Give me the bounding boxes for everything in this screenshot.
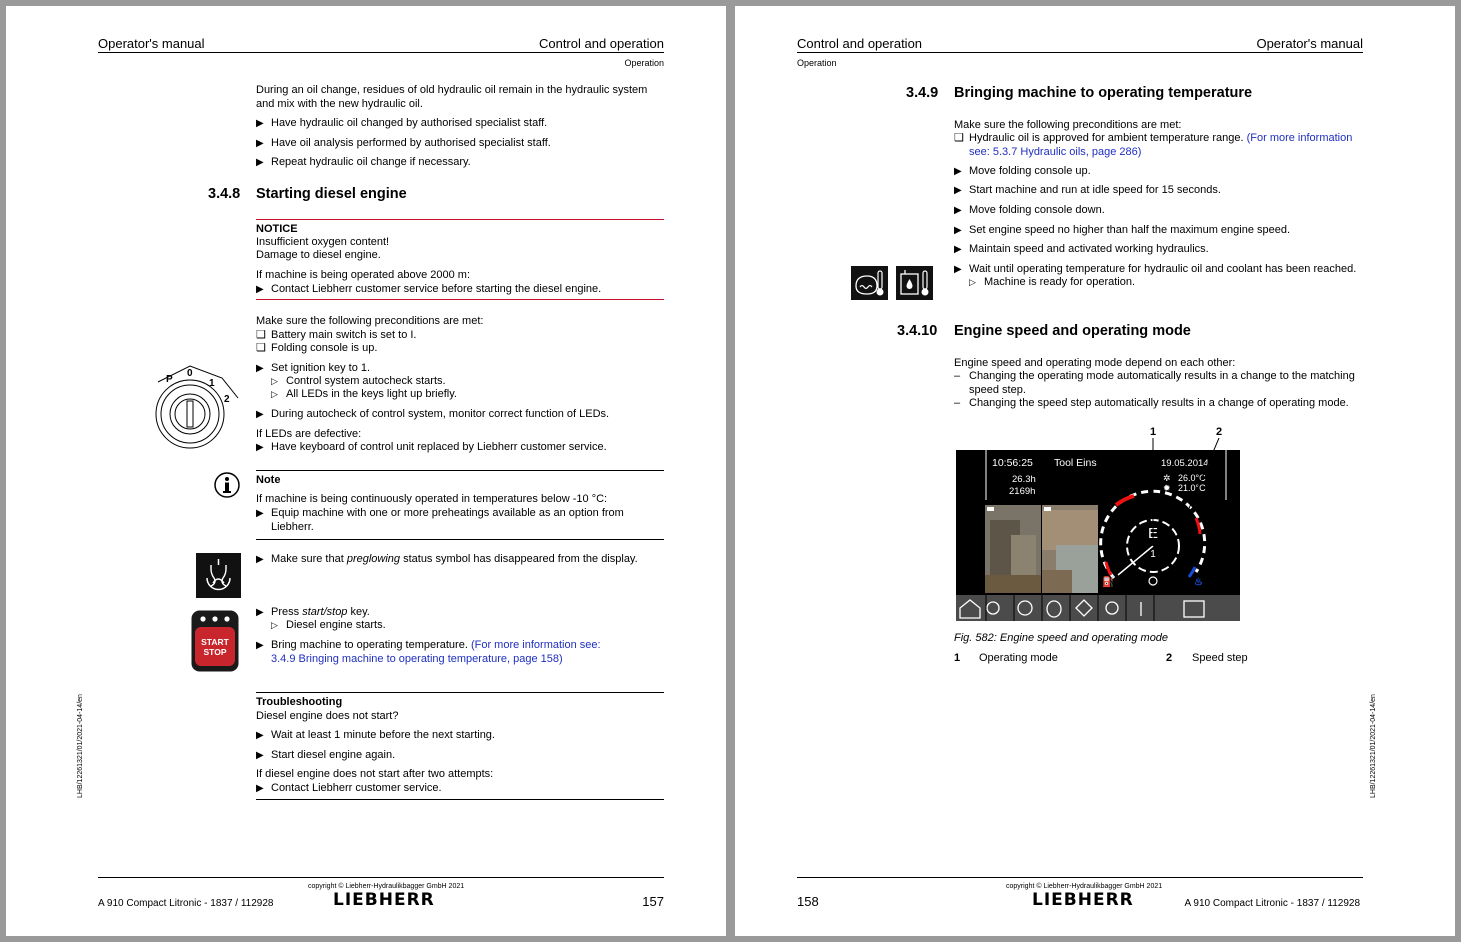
cross-reference-link[interactable]: (For more information see: 3.4.9 Bringing machine to operating temperature, page 158)	[271, 639, 601, 665]
display-time: 10:56:25	[992, 457, 1033, 469]
step-item: ▶ Start diesel engine again.	[256, 749, 396, 761]
step-item: ▶ Wait until operating temperature for hydraulic oil and coolant has been reached.	[954, 263, 1357, 275]
sun-icon: ✹	[1163, 483, 1171, 493]
section-number: 3.4.8	[208, 186, 241, 202]
page-number: 158	[797, 894, 819, 909]
step-item: ▶ Have keyboard of control unit replaced by Liebherr customer service.	[256, 441, 607, 453]
bullet-item: ▶ Have hydraulic oil changed by authorised specialist staff.	[256, 117, 548, 129]
result-item: ▷ Diesel engine starts.	[271, 619, 386, 631]
notice-bottom-rule	[256, 299, 664, 300]
step-item: ▶ Set ignition key to 1.	[256, 362, 371, 374]
result-item: ▷ Machine is ready for operation.	[969, 276, 1136, 288]
footer-model: A 910 Compact Litronic - 1837 / 112928	[1184, 898, 1360, 909]
step-item: ▶ Move folding console up.	[954, 165, 1091, 177]
step-item: ▶ Make sure that preglowing status symbol has disappeared from the display.	[256, 553, 638, 565]
condition-text: If diesel engine does not start after two attempts:	[256, 768, 494, 780]
document-code: LHB/12261321/01/2021-04-14/en	[1370, 694, 1377, 798]
result-item: ▷ All LEDs in the keys light up briefly.	[271, 388, 457, 400]
step-item: ▶ Press start/stop key.	[256, 606, 370, 618]
subheader: Operation	[624, 58, 664, 68]
notice-text: Damage to diesel engine.	[256, 249, 381, 261]
header-rule	[797, 52, 1363, 53]
hydraulic-oil-temperature-icon	[896, 266, 933, 300]
speed-step-indicator: 1	[1150, 549, 1156, 560]
condition-text: If LEDs are defective:	[256, 428, 362, 440]
step-item: ▶ Contact Liebherr customer service.	[256, 782, 442, 794]
bullet-item: ▶ Repeat hydraulic oil change if necessary.	[256, 156, 471, 168]
snowflake-icon: ✲	[1163, 473, 1171, 483]
copyright: copyright © Liebherr-Hydraulikbagger GmbH 2021	[1006, 883, 1163, 890]
step-item: ▶ Maintain speed and activated working hydraulics.	[954, 243, 1209, 255]
notice-text: Insufficient oxygen content!	[256, 236, 390, 248]
header-rule	[98, 52, 664, 53]
stop-label: STOP	[203, 647, 227, 657]
key-label: P	[166, 374, 173, 385]
step-item: ▶ Set engine speed no higher than half the maximum engine speed.	[954, 224, 1291, 236]
preconditions-intro: Make sure the following preconditions are met:	[256, 315, 484, 327]
note-top-rule	[256, 470, 664, 471]
result-item: ▷ Control system autocheck starts.	[271, 375, 446, 387]
key-label: 2	[224, 394, 230, 405]
liebherr-logo: LIEBHERR	[333, 890, 435, 910]
document-code: LHB/12261321/01/2021-04-14/en	[77, 694, 84, 798]
troubleshooting-top-rule	[256, 692, 664, 693]
display-date: 19.05.2014	[1161, 458, 1209, 469]
cross-reference-link[interactable]: (For more information see: 5.3.7 Hydraulic oils, page 286)	[969, 132, 1353, 158]
display-temp-2: 21.0°C	[1178, 483, 1206, 493]
page-157	[6, 6, 726, 936]
display-temp-1: 26.0°C	[1178, 473, 1206, 483]
note-action: ▶ Equip machine with one or more preheatings available as an option from Liebherr.	[256, 507, 624, 533]
precondition-item: ❑ Folding console is up.	[256, 342, 378, 354]
header-right: Control and operation	[538, 36, 664, 51]
bullet-item: ▶ Have oil analysis performed by authorised specialist staff.	[256, 137, 551, 149]
fuel-icon: ⛽	[1102, 577, 1115, 588]
note-title: Note	[256, 474, 281, 486]
dependency-intro: Engine speed and operating mode depend on each other:	[954, 357, 1236, 369]
callout-leaders	[1115, 438, 1235, 548]
step-item: ▶ Wait at least 1 minute before the next starting.	[256, 729, 495, 741]
step-item: ▶ During autocheck of control system, monitor correct function of LEDs.	[256, 408, 610, 420]
header-left: Control and operation	[797, 36, 923, 51]
dependency-item: – Changing the speed step automatically results in a change of operating mode.	[954, 397, 1349, 409]
precondition-item: ❑ Battery main switch is set to I.	[256, 329, 417, 341]
display-hours-2: 2169h	[1009, 486, 1036, 497]
footer-model: A 910 Compact Litronic - 1837 / 112928	[98, 898, 274, 909]
notice-title: NOTICE	[256, 223, 298, 235]
start-stop-key-icon	[191, 610, 239, 672]
section-title: Engine speed and operating mode	[954, 323, 1191, 339]
notice-top-rule	[256, 219, 664, 220]
ignition-key-icon	[152, 362, 242, 452]
page-158	[735, 6, 1455, 936]
copyright: copyright © Liebherr-Hydraulikbagger GmbH 2021	[308, 883, 465, 890]
liebherr-logo: LIEBHERR	[1032, 890, 1134, 910]
preconditions-intro: Make sure the following preconditions are met:	[954, 119, 1182, 131]
figure-caption: Fig. 582: Engine speed and operating mode	[954, 632, 1169, 644]
step-item: ▶ Bring machine to operating temperature. (For more information see: 3.4.9 Bringing machine to operating temperature, page 158)	[256, 639, 601, 665]
display-tool: Tool Eins	[1054, 457, 1097, 469]
footer-rule	[98, 877, 664, 878]
note-text: If machine is being continuously operated in temperatures below -10 °C:	[256, 493, 608, 505]
section-number: 3.4.10	[897, 323, 938, 339]
notice-action: ▶ Contact Liebherr customer service before starting the diesel engine.	[256, 283, 602, 295]
start-label: START	[201, 637, 229, 647]
legend-label: Operating mode	[979, 652, 1058, 664]
troubleshooting-bottom-rule	[256, 799, 664, 800]
key-label: 0	[187, 368, 193, 379]
step-item: ▶ Move folding console down.	[954, 204, 1105, 216]
troubleshooting-question: Diesel engine does not start?	[256, 710, 399, 722]
page-number: 157	[642, 894, 664, 909]
note-bottom-rule	[256, 539, 664, 540]
precondition-item: ❑ Hydraulic oil is approved for ambient temperature range. (For more information see: 5.3.7 Hydraulic oils, page 286)	[954, 132, 1353, 158]
notice-text: If machine is being operated above 2000 m:	[256, 269, 471, 281]
preglow-icon	[196, 553, 241, 598]
callout-2: 2	[1216, 426, 1223, 438]
callout-1: 1	[1150, 426, 1157, 438]
section-title: Starting diesel engine	[256, 186, 407, 202]
key-label: 1	[209, 378, 215, 389]
coolant-icon: ♨	[1194, 577, 1203, 588]
info-icon	[213, 471, 241, 499]
subheader: Operation	[797, 58, 837, 68]
intro-text: During an oil change, residues of old hydraulic oil remain in the hydraulic system and mix with the new hydraulic oil.	[256, 84, 648, 110]
troubleshooting-title: Troubleshooting	[256, 696, 343, 708]
section-title: Bringing machine to operating temperature	[954, 85, 1253, 101]
section-number: 3.4.9	[906, 85, 939, 101]
header-right: Operator's manual	[1256, 36, 1363, 51]
dependency-item: – Changing the operating mode automatically results in a change to the matching speed step.	[954, 370, 1355, 396]
legend-number: 1	[954, 652, 961, 664]
header-left: Operator's manual	[98, 36, 205, 51]
display-hours-1: 26.3h	[1012, 474, 1036, 485]
legend-number: 2	[1166, 652, 1173, 664]
step-item: ▶ Start machine and run at idle speed for 15 seconds.	[954, 184, 1221, 196]
operating-mode-indicator: E	[1147, 525, 1159, 542]
legend-label: Speed step	[1192, 652, 1248, 664]
coolant-temperature-icon	[851, 266, 888, 300]
footer-rule	[797, 877, 1363, 878]
